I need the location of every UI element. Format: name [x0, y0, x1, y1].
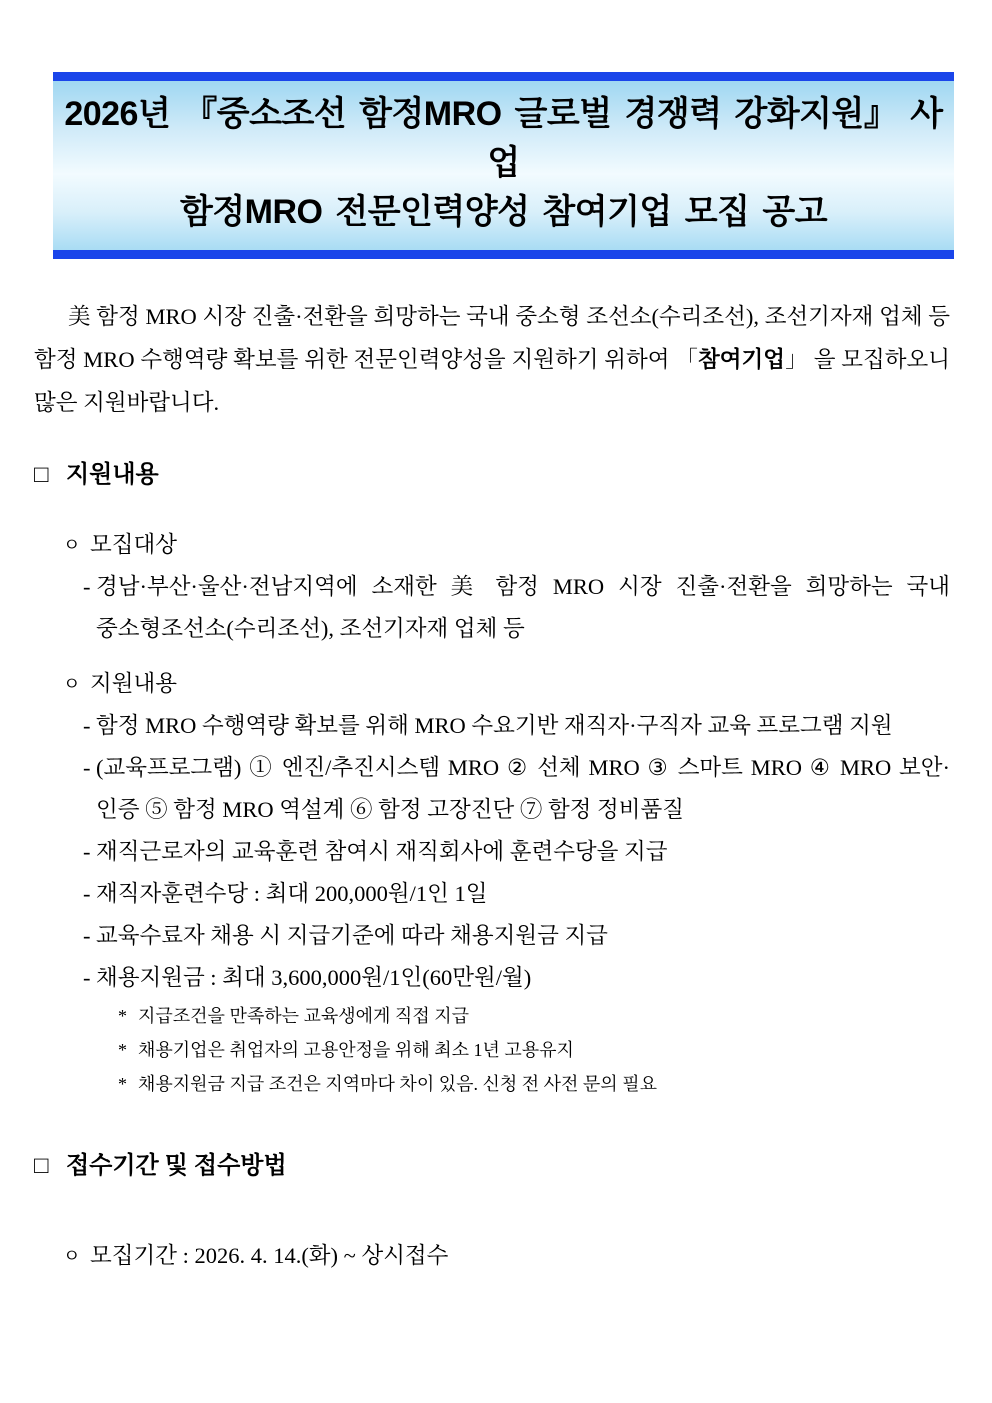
asterisk-marker: *	[118, 1074, 127, 1094]
list-item-hiring-subsidy-criteria	[83, 915, 950, 957]
list-item-text: 교육수료자 채용 시 지급기준에 따라 채용지원금 지급	[96, 923, 608, 948]
asterisk-marker: *	[118, 1040, 127, 1060]
intro-text-post: 」 을 모집하오니 많은 지원바랍니다.	[34, 347, 950, 415]
list-item-text: (교육프로그램) ① 엔진/추진시스템 MRO ② 선체 MRO ③ 스마트 MRO ④ MRO 보안·인증 ⑤ 함정 MRO 역설계 ⑥ 함정 고장진단 ⑦ 함정 정비품질	[96, 755, 950, 822]
intro-bold-participating-company: 참여기업	[698, 347, 785, 372]
list-item-target-region	[83, 566, 950, 650]
intro-text-pre: 美 함정 MRO 시장 진출·전환을 희망하는 국내 중소형 조선소(수리조선), 조선기자재 업체 등 함정 MRO 수행역량 확보를 위한 전문인력양성을 지원하기 위하여 「	[34, 304, 950, 372]
subheading-support-content	[63, 663, 950, 705]
dash-marker: -	[83, 713, 91, 738]
section-support-heading	[34, 454, 950, 496]
intro-paragraph	[34, 295, 950, 424]
subheading-target	[63, 524, 950, 566]
subheading-recruitment-period	[63, 1235, 950, 1277]
section-apply-heading	[34, 1145, 950, 1187]
footnote-text: 채용지원금 지급 조건은 지역마다 차이 있음. 신청 전 사전 문의 필요	[138, 1074, 657, 1094]
banner-title-line-2: 함정MRO 전문인력양성 참여기업 모집 공고	[179, 193, 828, 231]
list-item-incumbent-training-allowance	[83, 873, 950, 915]
list-item-text: 채용지원금 : 최대 3,600,000원/1인(60만원/월)	[96, 965, 532, 990]
circle-marker: ㅇ	[63, 674, 81, 694]
list-item-text: 함정 MRO 수행역량 확보를 위해 MRO 수요기반 재직자·구직자 교육 프로그램 지원	[96, 713, 893, 738]
square-marker: □	[34, 462, 49, 488]
subheading-support-content-title: 지원내용	[90, 671, 177, 696]
dash-marker: -	[83, 839, 91, 864]
footnote-text: 지급조건을 만족하는 교육생에게 직접 지급	[138, 1006, 469, 1026]
circle-marker: ㅇ	[63, 1246, 81, 1266]
list-item-text: 재직근로자의 교육훈련 참여시 재직회사에 훈련수당을 지급	[96, 839, 668, 864]
section-apply-title: 접수기간 및 접수방법	[66, 1153, 287, 1179]
footnote-direct-payment	[118, 999, 950, 1033]
recruitment-period-text: 모집기간 : 2026. 4. 14.(화) ~ 상시접수	[90, 1243, 449, 1268]
list-item-education-program-support	[83, 705, 950, 747]
dash-marker: -	[83, 755, 91, 780]
dash-marker: -	[83, 923, 91, 948]
list-item-hiring-subsidy-amount	[83, 957, 950, 999]
list-item-text: 경남·부산·울산·전남지역에 소재한 美 함정 MRO 시장 진출·전환을 희망하는 국내 중소형조선소(수리조선), 조선기자재 업체 등	[96, 574, 950, 641]
footnote-regional-difference	[118, 1067, 950, 1101]
asterisk-marker: *	[118, 1006, 127, 1026]
dash-marker: -	[83, 574, 91, 599]
announcement-title-banner	[53, 72, 954, 259]
circle-marker: ㅇ	[63, 535, 81, 555]
section-support-title: 지원내용	[66, 462, 159, 488]
square-marker: □	[34, 1153, 49, 1179]
footnote-employment-retention	[118, 1033, 950, 1067]
subheading-target-title: 모집대상	[90, 532, 177, 557]
dash-marker: -	[83, 881, 91, 906]
list-item-training-allowance-company	[83, 831, 950, 873]
banner-title-line-1: 2026년 『중소조선 함정MRO 글로벌 경쟁력 강화지원』 사업	[64, 95, 943, 182]
list-item-education-programs	[83, 747, 950, 831]
list-item-text: 재직자훈련수당 : 최대 200,000원/1인 1일	[96, 881, 488, 906]
footnote-text: 채용기업은 취업자의 고용안정을 위해 최소 1년 고용유지	[138, 1040, 574, 1060]
dash-marker: -	[83, 965, 91, 990]
